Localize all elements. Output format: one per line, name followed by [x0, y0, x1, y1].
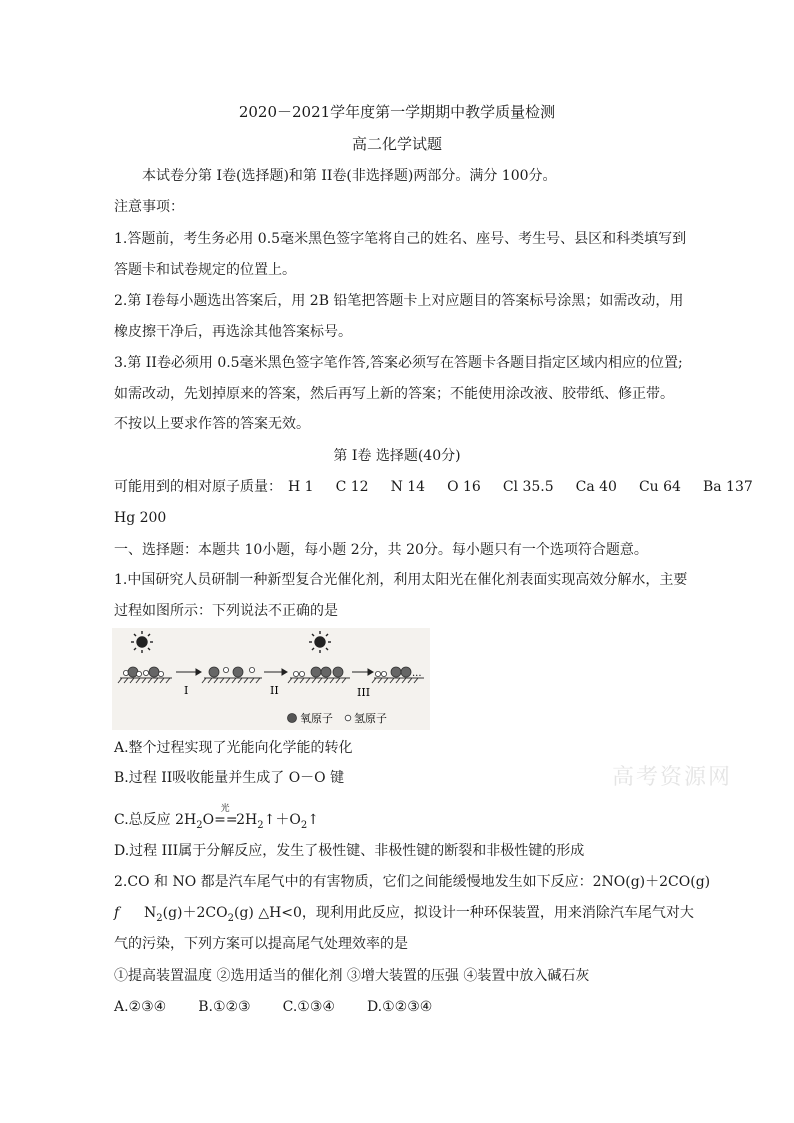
- step-label: III: [357, 686, 371, 699]
- mass-item: Cu 64: [638, 479, 681, 495]
- condition-light: 光: [220, 804, 230, 814]
- mass-item: H 1: [288, 479, 314, 495]
- water-splitting-diagram: [112, 628, 430, 730]
- q2-text: (g)＋2CO: [162, 905, 228, 921]
- oxygen-legend-icon: [288, 714, 297, 723]
- atoms: [209, 667, 255, 677]
- note-2-line-2: 橡皮擦干净后，再选涂其他答案标号。: [114, 324, 352, 340]
- q1-option-d: D.过程 III属于分解反应，发生了极性键、非极性键的断裂和非极性键的形成: [114, 843, 585, 859]
- c-text: ↑: [307, 812, 319, 828]
- note-3-line-1: 3.第 II卷必须用 0.5毫米黑色签字笔作答,答案必须写在答题卡各题目指定区域内相应的位置;: [114, 355, 683, 371]
- catalyst-surface: [202, 678, 262, 683]
- c-text: 2H: [236, 812, 258, 828]
- notes-heading: 注意事项：: [114, 199, 184, 215]
- equals-sign: ==: [214, 812, 238, 828]
- q2-options: [114, 997, 464, 1017]
- mass-item: Cl 35.5: [502, 479, 554, 495]
- part-1-instructions: 一、选择题：本题共 10小题，每小题 2分，共 20分。每小题只有一个选项符合题意。: [114, 542, 648, 558]
- c-sub: 2: [300, 819, 308, 831]
- legend-oxygen: 氧原子: [300, 712, 333, 725]
- mass-item: C 12: [335, 479, 369, 495]
- mass-item: N 14: [390, 479, 426, 495]
- atomic-masses-label: 可能用到的相对原子质量：: [114, 479, 282, 495]
- arrow-icon: [352, 669, 373, 675]
- catalyst-surface: [118, 678, 172, 683]
- q1-option-a: A.整个过程实现了光能向化学能的转化: [114, 740, 353, 756]
- legend-hydrogen: 氢原子: [354, 712, 387, 725]
- q2-stem-line-3: 气的污染，下列方案可以提高尾气处理效率的是: [114, 936, 408, 952]
- exam-subtitle: 高二化学试题: [351, 135, 442, 153]
- watermark: 高考资源网: [612, 765, 733, 790]
- c-sub: 2: [196, 819, 203, 831]
- arrow-icon: [264, 669, 287, 675]
- q2-option-d: D.①②③④: [366, 999, 433, 1015]
- equilibrium-symbol: f: [114, 905, 120, 921]
- intro-text: 本试卷分第 I卷(选择题)和第 II卷(非选择题)两部分。满分 100分。: [142, 168, 557, 184]
- legend: [288, 711, 388, 725]
- section-1-title: 第 I卷 选择题(40分): [333, 448, 461, 464]
- q1-stem-line-2: 过程如图所示：下列说法不正确的是: [114, 603, 338, 619]
- q2-option-a: A.②③④: [114, 999, 167, 1015]
- atomic-masses-wrap: Hg 200: [114, 510, 167, 526]
- q2-items: ①提高装置温度 ②选用适当的催化剂 ③增大装置的压强 ④装置中放入碱石灰: [114, 968, 590, 984]
- note-2-line-1: 2.第 I卷每小题选出答案后，用 2B 铅笔把答题卡上对应题目的答案标号涂黑；如需改动，用: [114, 293, 684, 309]
- mass-item: O 16: [447, 479, 481, 495]
- c-text: O: [202, 812, 215, 828]
- q1-option-b: B.过程 II吸收能量并生成了 O－O 键: [114, 770, 345, 786]
- note-3-line-3: 不按以上要求作答的答案无效。: [114, 416, 310, 432]
- c-text: ↑＋O: [263, 812, 301, 828]
- q1-figure: [112, 628, 430, 730]
- ellipsis: ...: [412, 668, 422, 679]
- step-label: I: [184, 684, 189, 697]
- atoms: [293, 667, 343, 677]
- catalyst-surface: [288, 678, 350, 683]
- note-1-line-2: 答题卡和试卷规定的位置上。: [114, 262, 296, 278]
- exam-title: 2020－2021学年度第一学期期中教学质量检测: [238, 103, 556, 121]
- q2-text: N: [144, 905, 157, 921]
- q2-option-c: C.①③④: [282, 999, 335, 1015]
- note-3-line-2: 如需改动，先划掉原来的答案，然后再写上新的答案；不能使用涂改液、胶带纸、修正带。: [114, 386, 674, 402]
- step-label: II: [270, 684, 279, 697]
- mass-item: Ba 137: [702, 479, 753, 495]
- c-text: C.总反应 2H: [114, 812, 197, 828]
- c-sub: 2: [257, 819, 264, 831]
- q1-stem-line-1: 1.中国研究人员研制一种新型复合光催化剂，利用太阳光在催化剂表面实现高效分解水，主要: [114, 572, 688, 588]
- sun-icon: [131, 631, 153, 653]
- q2-stem-line-2: [114, 903, 694, 929]
- reaction-condition: [214, 804, 238, 830]
- q1-option-c: [114, 804, 319, 836]
- atoms: [375, 667, 411, 677]
- atomic-masses: [114, 477, 753, 497]
- hydrogen-legend-icon: [345, 715, 351, 721]
- q2-text: (g) △H<0，现利用此反应，拟设计一种环保装置，用来消除汽车尾气对大: [233, 905, 694, 921]
- sun-icon: [309, 631, 331, 653]
- q2-sub: 2: [156, 912, 163, 924]
- q2-sub: 2: [227, 912, 234, 924]
- q2-stem-line-1: 2.CO 和 NO 都是汽车尾气中的有害物质，它们之间能缓慢地发生如下反应：2NO(g)＋2CO(g): [114, 874, 711, 890]
- water-molecules: [123, 667, 163, 677]
- mass-item: Ca 40: [575, 479, 617, 495]
- note-1-line-1: 1.答题前，考生务必用 0.5毫米黑色签字笔将自己的姓名、座号、考生号、县区和科类填写到: [114, 231, 687, 247]
- q2-option-b: B.①②③: [198, 999, 251, 1015]
- arrow-icon: [176, 669, 201, 675]
